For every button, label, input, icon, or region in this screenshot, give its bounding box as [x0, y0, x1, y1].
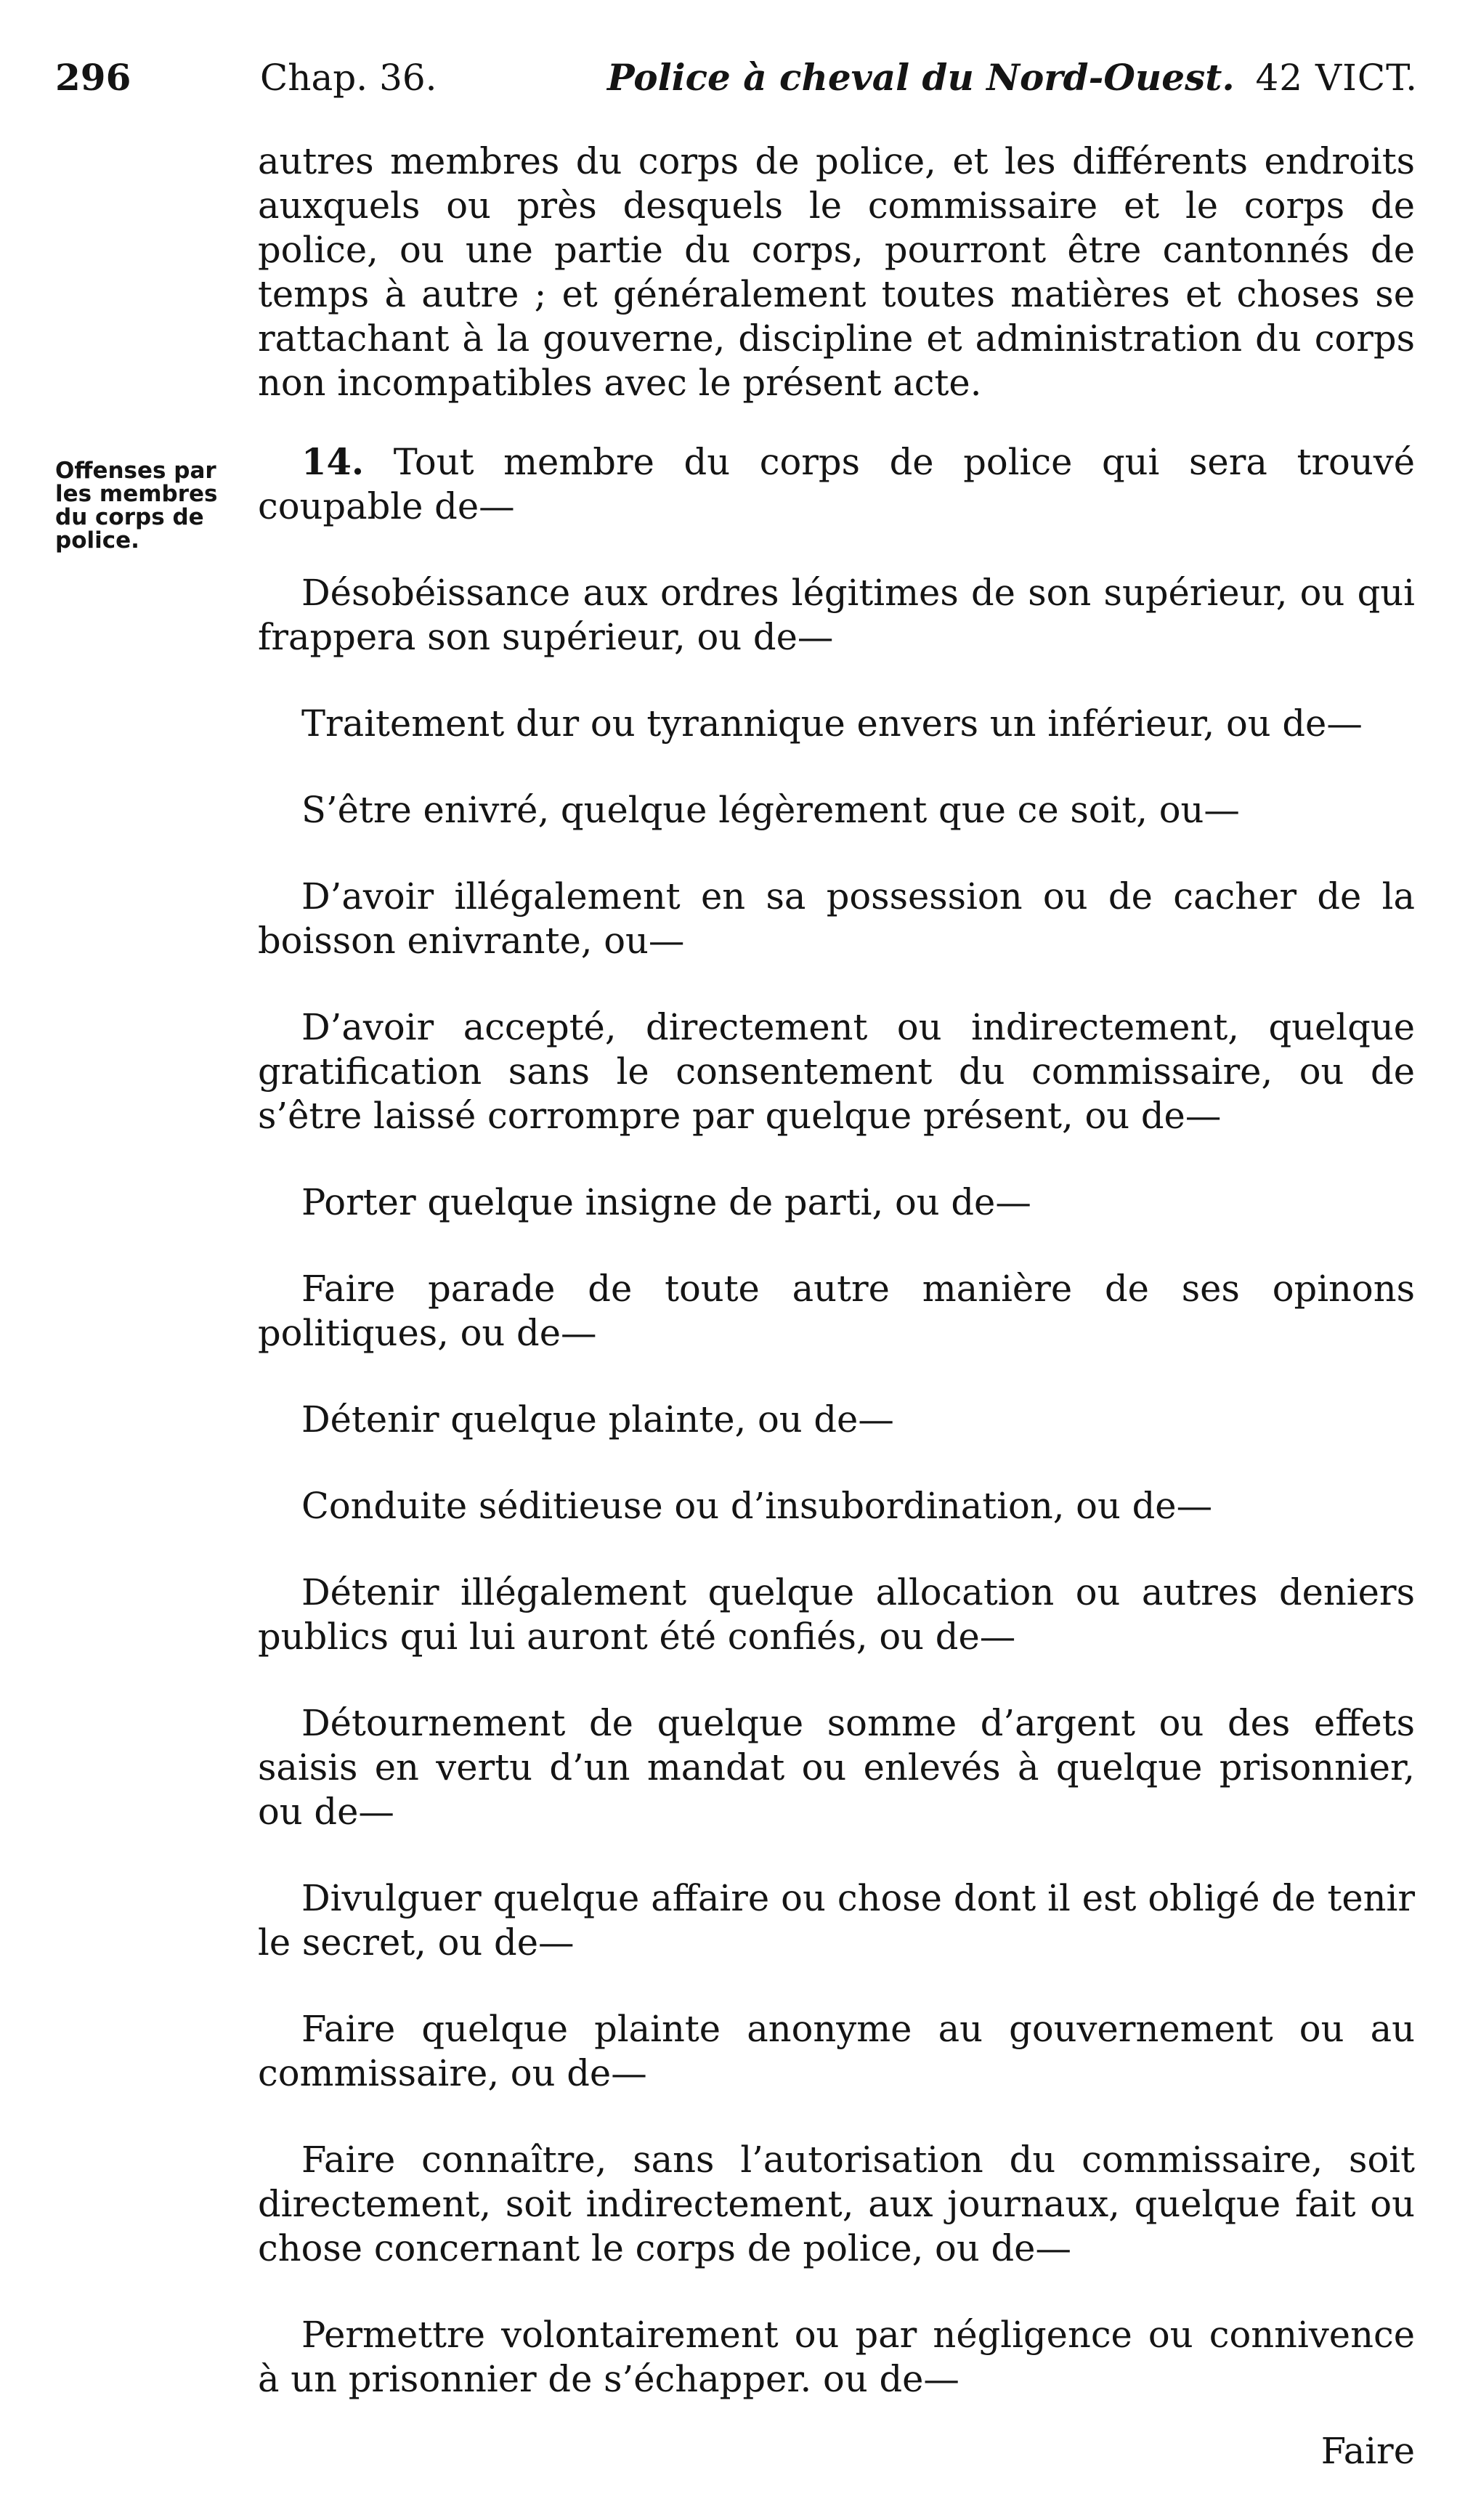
chapter-label: Chap. 36.	[260, 57, 437, 99]
offense-item: Faire parade de toute autre manière de ses opinons politiques, ou de—	[258, 1268, 1415, 1354]
catchword: Faire	[1320, 2430, 1415, 2472]
intro-paragraph: autres membres du corps de police, et les différents endroits auxquels ou près desquels le commissaire et le corps de police, ou une partie du corps, pourront être cantonnés de temps à autre ; et généralement toutes matières et choses se rattachant à la gouverne, discipline et administration du corps non incompatibles avec le présent acte.	[258, 140, 1415, 404]
text-column	[258, 139, 1415, 2474]
running-title: Police à cheval du Nord-Ouest.	[607, 56, 1235, 99]
offense-item: D’avoir illégalement en sa possession ou de cacher de la boisson enivrante, ou—	[258, 875, 1415, 962]
offense-item: Faire connaître, sans l’autorisation du commissaire, soit directement, soit indirectement, aux journaux, quelque fait ou chose concernant le corps de police, ou de—	[258, 2139, 1415, 2269]
offense-item: D’avoir accepté, directement ou indirectement, quelque gratification sans le consentement du commissaire, ou de s’être laissé corrompre par quelque présent, ou de—	[258, 1006, 1415, 1137]
section-text: Tout membre du corps de police qui sera trouvé coupable de—	[258, 441, 1415, 527]
offense-item: Divulguer quelque affaire ou chose dont il est obligé de tenir le secret, ou de—	[258, 1877, 1415, 1964]
running-header	[55, 52, 1418, 103]
marginal-note: Offenses par les membres du corps de police.	[55, 458, 218, 554]
page-number: 296	[55, 56, 131, 99]
regnal-year: 42 VICT.	[1255, 57, 1418, 99]
offense-item: Détenir quelque plainte, ou de—	[301, 1398, 894, 1441]
offense-item: Permettre volontairement ou par négligence ou connivence à un prisonnier de s’échapper. ou de—	[258, 2314, 1415, 2400]
offense-item: Conduite séditieuse ou d’insubordination, ou de—	[301, 1485, 1213, 1527]
offense-item: S’être enivré, quelque légèrement que ce soit, ou—	[301, 789, 1240, 831]
section-14	[258, 440, 1415, 529]
offense-item: Détournement de quelque somme d’argent ou des effets saisis en vertu d’un mandat ou enlevés à quelque prisonnier, ou de—	[258, 1702, 1415, 1833]
offense-item: Désobéissance aux ordres légitimes de son supérieur, ou qui frappera son supérieur, ou de—	[258, 572, 1415, 658]
offense-item: Porter quelque insigne de parti, ou de—	[301, 1181, 1031, 1223]
offense-item: Détenir illégalement quelque allocation ou autres deniers publics qui lui auront été confiés, ou de—	[258, 1571, 1415, 1658]
section-number: 14.	[301, 441, 365, 483]
offense-item: Faire quelque plainte anonyme au gouvernement ou au commissaire, ou de—	[258, 2008, 1415, 2094]
offense-item: Traitement dur ou tyrannique envers un inférieur, ou de—	[301, 702, 1363, 745]
